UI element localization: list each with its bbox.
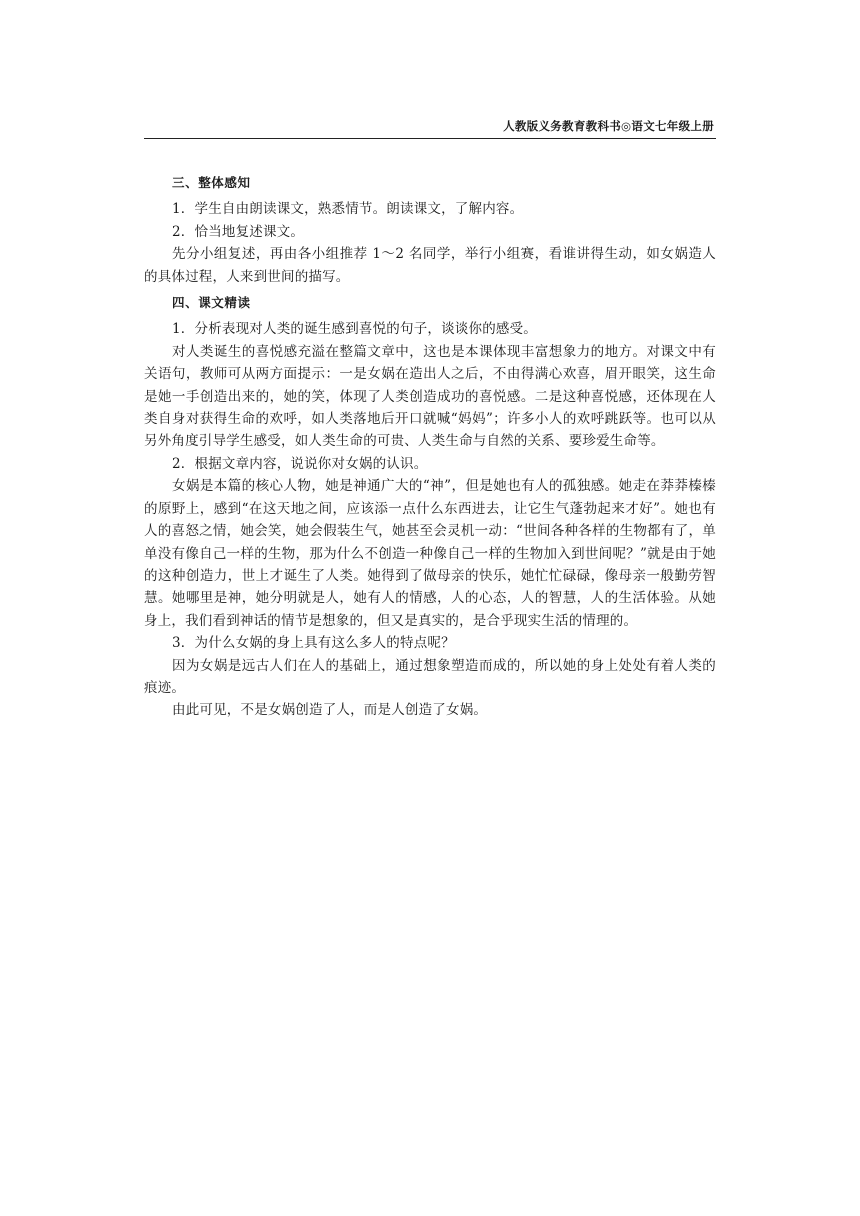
paragraph: 2．恰当地复述课文。: [172, 223, 305, 240]
paragraph: 先分小组复述，再由各小组推荐 1～2 名同学，举行小组赛，看谁讲得生动，如女娲造人的具体过程，人来到世间的描写。: [144, 246, 716, 285]
section-heading: 三、整体感知: [172, 175, 251, 190]
paragraph: 女娲是本篇的核心人物，她是神通广大的“神”，但是她也有人的孤独感。她走在莽莽榛榛的原野上，感到“在这天地之间，应该添一点什么东西进去，让它生气蓬勃起来才好”。她也有人的喜怒之情，她会笑，她会假装生气，她甚至会灵机一动：“世间各种各样的生物都有了，单单没有像自己一样的生物，那为什么不创造一种像自己一样的生物加入到世间呢？”就是由于她的这种创造力，世上才诞生了人类。她得到了做母亲的快乐，她忙忙碌碌，像母亲一般勤劳智慧。她哪里是神，她分明就是人，她有人的情感，人的心态，人的智慧，人的生活体验。从她身上，我们看到神话的情节是想象的，但又是真实的，是合乎现实生活的情理的。: [144, 478, 716, 629]
paragraph: 由此可见，不是女娲创造了人，而是人创造了女娲。: [172, 702, 488, 719]
paragraph: 2．根据文章内容，说说你对女娲的认识。: [172, 455, 428, 472]
paragraph: 因为女娲是远古人们在人的基础上，通过想象塑造而成的，所以她的身上处处有着人类的痕迹。: [144, 657, 716, 696]
section-heading: 四、课文精读: [172, 295, 251, 311]
page-header: [144, 118, 716, 139]
paragraph: 3．为什么女娲的身上具有这么多人的特点呢？: [172, 635, 455, 652]
paragraph: 1．分析表现对人类的诞生感到喜悦的句子，谈谈你的感受。: [172, 321, 537, 338]
paragraph: 对人类诞生的喜悦感充溢在整篇文章中，这也是本课体现丰富想象力的地方。对课文中有关语句，教师可从两方面提示：一是女娲在造出人之后，不由得满心欢喜，眉开眼笑，这生命是她一手创造出来的，她的笑，体现了人类创造成功的喜悦感。二是这种喜悦感，还体现在人类自身对获得生命的欢呼，如人类落地后开口就喊“妈妈”；许多小人的欢呼跳跃等。也可以从另外角度引导学生感受，如人类生命的可贵、人类生命与自然的关系、要珍爱生命等。: [144, 343, 716, 450]
paragraph: 1．学生自由朗读课文，熟悉情节。朗读课文，了解内容。: [172, 201, 524, 218]
header-title: 人教版义务教育教科书◎语文七年级上册: [503, 119, 714, 133]
document-body: [144, 172, 716, 722]
